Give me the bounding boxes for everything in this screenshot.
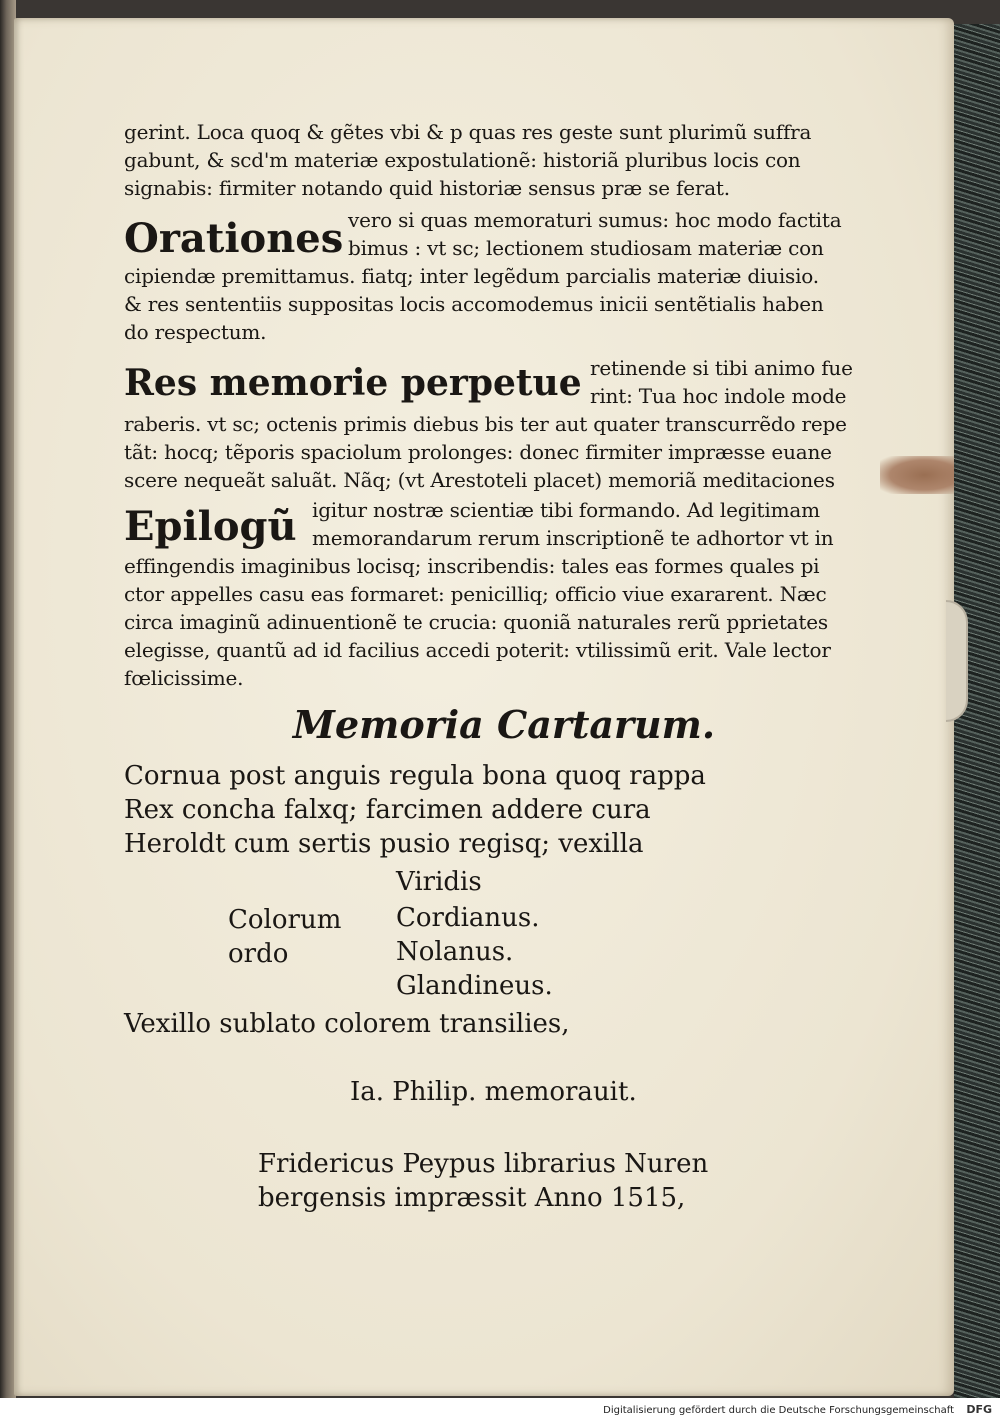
paragraph-epilogu	[124, 496, 884, 552]
text-line: elegisse, quantũ ad id facilius accedi poterit: vtilissimũ erit. Vale lector	[124, 638, 831, 662]
text-line: rint: Tua hoc indole mode	[590, 384, 847, 408]
text-line: vero si quas memoraturi sumus: hoc modo factita	[348, 208, 842, 232]
page-text	[124, 118, 884, 1215]
text-line: raberis. vt sc; octenis primis diebus bis ter aut quater transcurrẽdo repe	[124, 412, 847, 436]
closing-line: Vexillo sublato colorem transilies,	[124, 1009, 570, 1039]
text-line: scere nequeãt saluãt. Nãq; (vt Arestoteli placet) memoriã meditaciones	[124, 468, 835, 492]
colophon-line: bergensis impræssit Anno 1515,	[258, 1183, 686, 1213]
text-line: gerint. Loca quoq & gẽtes vbi & p quas res geste sunt plurimũ suffra	[124, 120, 812, 144]
colors-label: Colorum	[228, 905, 342, 935]
color-item: Viridis	[396, 867, 482, 897]
text-line: circa imaginũ adinuentionẽ te crucia: quoniã naturales rerũ pprietates	[124, 610, 828, 634]
text-line: retinende si tibi animo fue	[590, 356, 853, 380]
footer-bar	[0, 1398, 1000, 1422]
page-tab	[946, 600, 968, 722]
color-item: Glandineus.	[396, 971, 553, 1001]
author-line: Ia. Philip. memorauit.	[350, 1077, 637, 1107]
verse-line: Cornua post anguis regula bona quoq rappa	[124, 761, 706, 791]
text-line: & res sententiis suppositas locis accomodemus inicii sentẽtialis haben	[124, 292, 824, 316]
text-line: bimus : vt sc; lectionem studiosam materiæ con	[348, 236, 824, 260]
colors-block	[124, 861, 884, 1003]
text-line: fœlicissime.	[124, 666, 244, 690]
colophon-line: Fridericus Peypus librarius Nuren	[258, 1149, 709, 1179]
colors-label: ordo	[228, 939, 289, 969]
text-line: signabis: firmiter notando quid historiæ sensus præ se ferat.	[124, 176, 730, 200]
verse-line: Heroldt cum sertis pusio regisq; vexilla	[124, 829, 644, 859]
text-line: ctor appelles casu eas formaret: penicilliq; officio viue exararent. Næc	[124, 582, 827, 606]
section-heading: Memoria Cartarum.	[292, 702, 716, 747]
text-line: gabunt, & scd'm materiæ expostulationẽ: historiã pluribus locis con	[124, 148, 801, 172]
text-line: memorandarum rerum inscriptionẽ te adhortor vt in	[312, 526, 834, 550]
initial-epilogu: Epilogũ	[124, 503, 297, 550]
text-line: cipiendæ premittamus. fiatq; inter legẽdum parcialis materiæ diuisio.	[124, 264, 819, 288]
text-line: igitur nostræ scientiæ tibi formando. Ad legitimam	[312, 498, 820, 522]
paragraph-orationes	[124, 206, 884, 262]
page-stain	[880, 456, 954, 494]
footer-credit: Digitalisierung gefördert durch die Deutsche Forschungsgemeinschaft	[603, 1405, 954, 1416]
color-item: Cordianus.	[396, 903, 540, 933]
text-line: tãt: hocq; tẽporis spaciolum prolonges: donec firmiter impræsse euane	[124, 440, 832, 464]
text-line: effingendis imaginibus locisq; inscribendis: tales eas formes quales pi	[124, 554, 820, 578]
dfg-logo: DFG	[966, 1403, 992, 1416]
color-item: Nolanus.	[396, 937, 514, 967]
verse-line: Rex concha falxq; farcimen addere cura	[124, 795, 651, 825]
paragraph-res-memorie	[124, 354, 884, 410]
initial-orationes: Orationes	[124, 215, 344, 262]
initial-res-memorie: Res memorie perpetue	[124, 362, 582, 404]
text-line: do respectum.	[124, 320, 267, 344]
